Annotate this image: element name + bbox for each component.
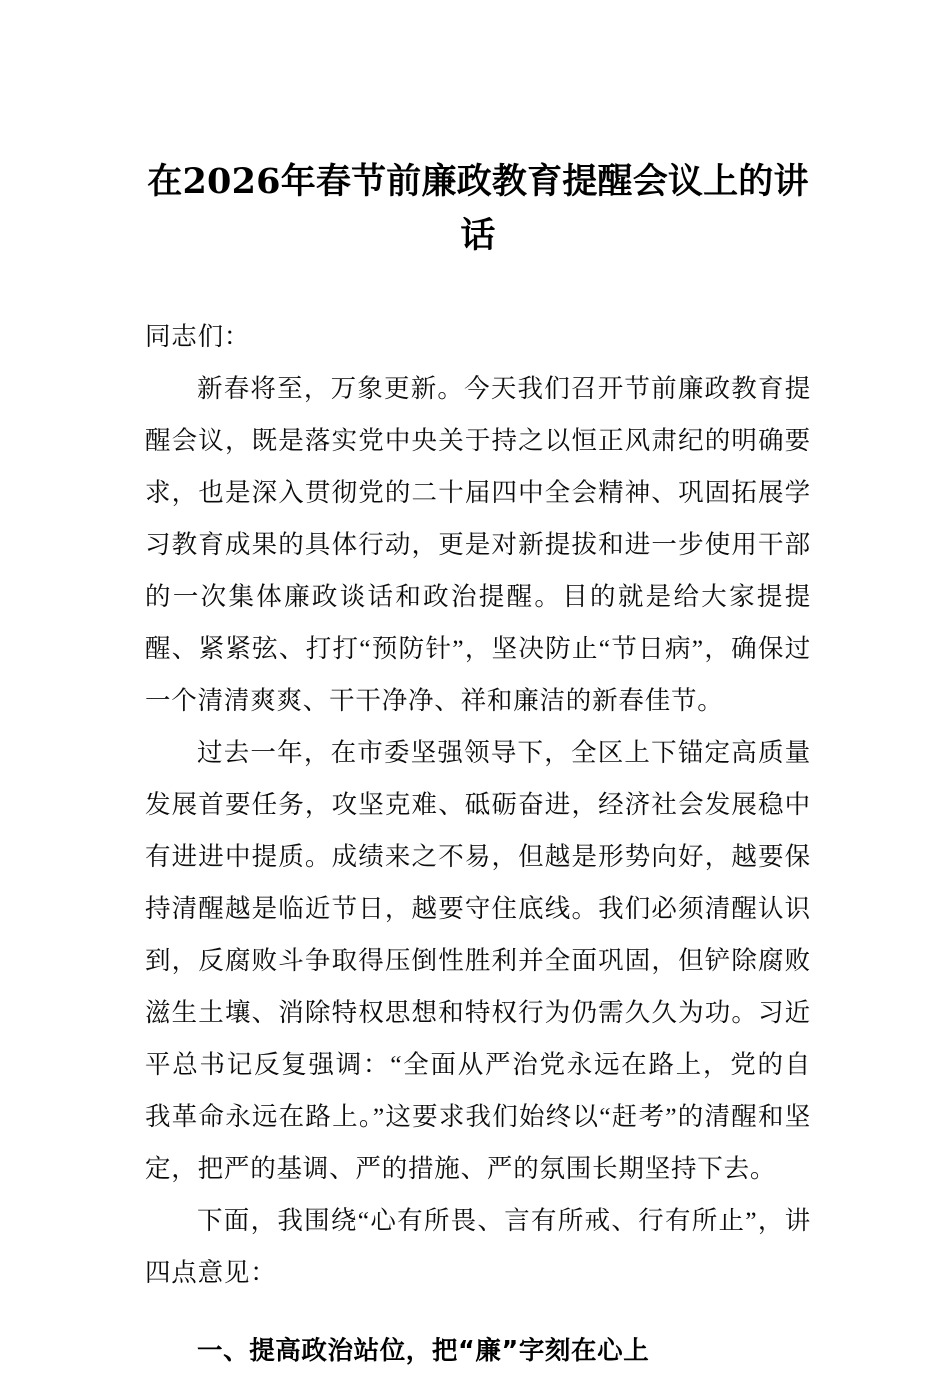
salutation-line: 同志们： — [145, 322, 251, 351]
paragraph-2: 过去一年，在市委坚强领导下，全区上下锚定高质量发展首要任务，攻坚克难、砥砺奋进，经济社会发展稳中有进进中提质。成绩来之不易，但越是形势向好，越要保持清醒越是临近节日，越要守住底线。我们必须清醒认识到，反腐败斗争取得压倒性胜利并全面巩固，但铲除腐败滋生土壤、消除特权思想和特权行为仍需久久为功。习近平总书记反复强调：“全面从严治党永远在路上，党的自我革命永远在路上。”这要求我们始终以“赶考”的清醒和坚定，把严的基调、严的措施、严的氛围长期坚持下去。 — [145, 738, 811, 1183]
heading-spacer — [145, 1299, 811, 1325]
paragraph-1: 新春将至，万象更新。今天我们召开节前廉政教育提醒会议，既是落实党中央关于持之以恒正风肃纪的明确要求，也是深入贯彻党的二十届四中全会精神、巩固拓展学习教育成果的具体行动，更是对新提拔和进一步使用干部的一次集体廉政谈话和政治提醒。目的就是给大家提提醒、紧紧弦、打打“预防针”，坚决防止“节日病”，确保过一个清清爽爽、干干净净、祥和廉洁的新春佳节。 — [145, 374, 811, 715]
page-title: 在2026年春节前廉政教育提醒会议上的讲话 — [147, 161, 809, 256]
document-body — [145, 311, 811, 1377]
document-content-column — [145, 0, 811, 1377]
section-heading-1: 一、提高政治站位，把“廉”字刻在心上 — [197, 1336, 650, 1366]
paragraph-3: 下面，我围绕“心有所畏、言有所戒、行有所止”，讲四点意见： — [145, 1206, 811, 1287]
